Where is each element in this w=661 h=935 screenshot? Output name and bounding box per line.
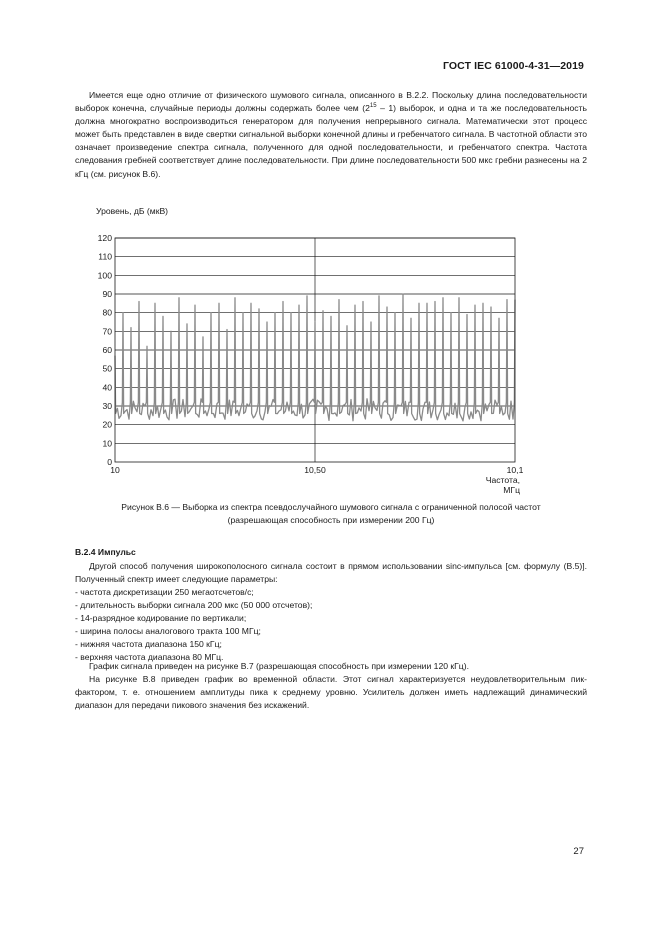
- paragraph1-part2: – 1) выборок, и одна и та же последовательность должна многократно воспроизводиться генератором для получения непрерывного сигнала. Математически этот процесс может быть представлен в виде свертки сигнальной выборки конечной длины и гребенчатого сигнала. В частотной области это означает произведение спектра сигнала, полученного для одной последовательности, и гребенчатого спектра. Частота следования гребней соответствует длине последовательности. При длине последовательности 500 мкс гребни разнесены на 2 кГц (см. рисунок В.6).: [75, 103, 587, 179]
- standard-header: ГОСТ IEC 61000-4-31—2019: [442, 60, 584, 72]
- paragraph1-part1: Имеется еще одно отличие от физического шумового сигнала, описанного в В.2.2. Поскольку длина последовательности выборок конечна, случайные периоды должны содержать более чем (2: [75, 90, 587, 114]
- list-item: - нижняя частота диапазона 150 кГц;: [75, 639, 222, 650]
- chart-x-axis-label: Частота, МГц: [485, 475, 520, 495]
- y-tick-label: 0: [107, 457, 112, 467]
- section-intro-text: Другой способ получения широкополосного сигнала состоит в прямом использовании sinc-импульса [см. формулу (В.5)]. Полученный спектр имеет следующие параметры:: [75, 561, 587, 585]
- y-tick-label: 40: [102, 382, 112, 393]
- figure-caption-line2: (разрешающая способность при измерении 200 Гц): [227, 515, 435, 526]
- y-tick-label: 30: [102, 401, 112, 411]
- list-item: - частота дискретизации 250 мегаотсчетов/с;: [75, 587, 254, 597]
- time-domain-paragraph: [75, 673, 587, 712]
- chart-y-axis-label: Уровень, дБ (мкВ): [96, 206, 169, 216]
- list-item: - ширина полосы аналогового тракта 100 МГц;: [75, 626, 261, 637]
- y-tick-label: 120: [97, 233, 112, 243]
- paragraph1-exponent: 15: [369, 103, 377, 110]
- y-tick-label: 50: [102, 363, 112, 374]
- y-tick-label: 110: [98, 251, 112, 262]
- y-tick-label: 100: [97, 270, 112, 281]
- list-item: - 14-разрядное кодирование по вертикали;: [75, 613, 247, 624]
- spectrum-chart: [90, 202, 540, 495]
- graph-note: [75, 660, 587, 673]
- x-tick-label: 10: [110, 465, 120, 475]
- list-item: - длительность выборки сигнала 200 мкс (50 000 отсчетов);: [75, 600, 313, 611]
- section-title: В.2.4 Импульс: [75, 547, 136, 557]
- x-tick-label: 10,50: [304, 465, 326, 475]
- figure-caption-line1: Рисунок В.6 — Выборка из спектра псевдослучайного шумового сигнала с ограниченной полосой частот: [121, 502, 541, 512]
- figure-caption: [75, 501, 587, 527]
- x-tick-label: 10,1: [506, 465, 524, 475]
- graph-note-text: График сигнала приведен на рисунке В.7 (разрешающая способность при измерении 120 кГц).: [89, 661, 469, 671]
- y-tick-label: 60: [102, 345, 112, 355]
- parameter-list: [75, 586, 587, 665]
- y-tick-label: 20: [102, 419, 112, 430]
- y-tick-label: 10: [102, 438, 112, 449]
- section-intro: [75, 560, 587, 586]
- y-tick-label: 70: [102, 326, 112, 337]
- y-tick-label: 80: [102, 307, 112, 318]
- y-tick-label: 90: [102, 289, 112, 299]
- paragraph-noise-difference: [75, 89, 587, 181]
- page-number: 27: [573, 846, 584, 857]
- time-domain-text: На рисунке В.8 приведен график во временной области. Этот сигнал характеризуется неудовлетворительным пик-фактором, т. е. отношением амплитуды пика к среднему уровню. Усилитель должен иметь надлежащий динамический диапазон для передачи пикового значения без искажений.: [75, 674, 587, 711]
- list-item: - верхняя частота диапазона 80 МГц.: [75, 652, 224, 663]
